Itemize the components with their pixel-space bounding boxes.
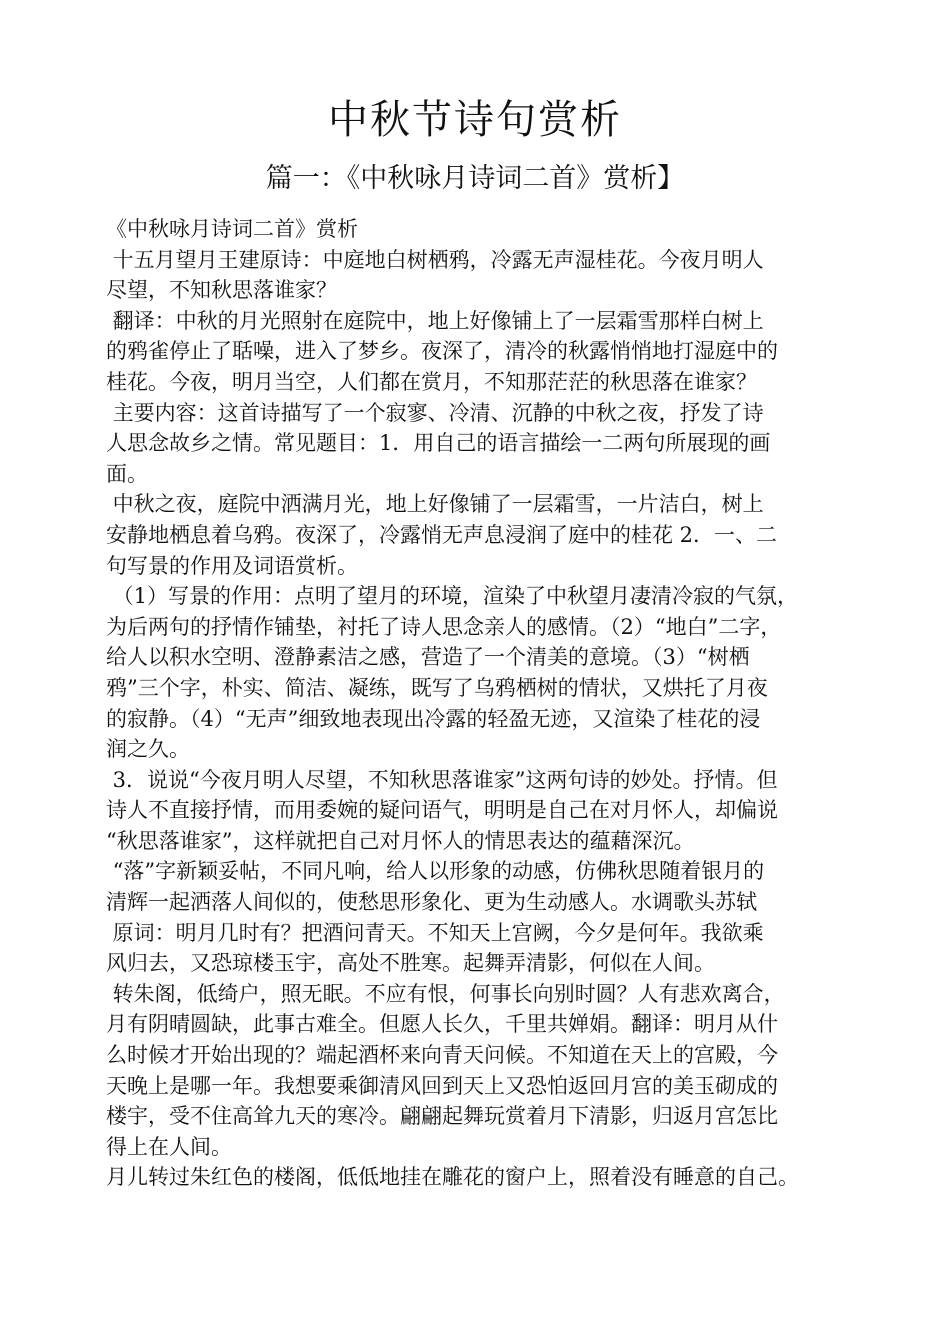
text-line: 《中秋咏月诗词二首》赏析 <box>106 217 358 241</box>
text-line: 的寂静。（4）“无声”细致地表现出冷露的轻盈无迹，又渲染了桂花的浸 <box>106 706 761 731</box>
text-line: 风归去，又恐琼楼玉宇，高处不胜寒。起舞弄清影，何似在人间。 <box>106 951 715 976</box>
text-line: 月有阴晴圆缺，此事古难全。但愿人长久，千里共婵娟。翻译：明月从什 <box>106 1012 778 1037</box>
text-line: 得上在人间。 <box>106 1134 232 1159</box>
text-line: 给人以积水空明、澄静素洁之感，营造了一个清美的意境。（3）“树栖 <box>106 645 750 670</box>
text-line: 中秋之夜，庭院中洒满月光，地上好像铺了一层霜雪，一片洁白，树上 <box>106 492 764 517</box>
text-line: 主要内容：这首诗描写了一个寂寥、冷清、沉静的中秋之夜，抒发了诗 <box>106 400 764 425</box>
text-line: 么时候才开始出现的？端起酒杯来向青天问候。不知道在天上的宫殿，今 <box>106 1043 778 1068</box>
text-line: 的鸦雀停止了聒噪，进入了梦乡。夜深了，清冷的秋露悄悄地打湿庭中的 <box>106 339 778 364</box>
text-line: 楼宇，受不住高耸九天的寒冷。翩翩起舞玩赏着月下清影，归返月宫怎比 <box>106 1104 778 1129</box>
text-line: 安静地栖息着乌鸦。夜深了，冷露悄无声息浸润了庭中的桂花 2．一、二 <box>106 522 778 547</box>
text-line: 人思念故乡之情。常见题目：1．用自己的语言描绘一二两句所展现的画 <box>106 431 771 456</box>
text-line: 尽望，不知秋思落谁家？ <box>106 278 337 303</box>
text-line: 翻译：中秋的月光照射在庭院中，地上好像铺上了一层霜雪那样白树上 <box>106 308 764 333</box>
text-line: 润之久。 <box>106 737 190 762</box>
text-line: 面。 <box>106 461 148 486</box>
text-line: 原词：明月几时有？把酒问青天。不知天上宫阙，今夕是何年。我欲乘 <box>106 920 764 945</box>
text-line: 月儿转过朱红色的楼阁，低低地挂在雕花的窗户上，照着没有睡意的自己。 <box>106 1165 799 1190</box>
text-line: 桂花。今夜，明月当空，人们都在赏月，不知那茫茫的秋思落在谁家？ <box>106 369 757 394</box>
text-line: 为后两句的抒情作铺垫，衬托了诗人思念亲人的感情。（2）“地白”二字， <box>106 614 782 639</box>
text-line: 转朱阁，低绮户，照无眠。不应有恨，何事长向别时圆？人有悲欢离合， <box>106 981 785 1006</box>
text-line: 天晚上是哪一年。我想要乘御清风回到天上又恐怕返回月宫的美玉砌成的 <box>106 1073 778 1098</box>
page-title: 中秋节诗句赏析 <box>328 97 622 143</box>
text-line: 句写景的作用及词语赏析。 <box>106 553 358 578</box>
text-line: 3．说说“今夜月明人尽望，不知秋思落谁家”这两句诗的妙处。抒情。但 <box>106 767 778 792</box>
text-line: “秋思落谁家”，这样就把自己对月怀人的情思表达的蕴藉深沉。 <box>106 828 695 853</box>
text-line: 清辉一起洒落人间似的，使愁思形象化、更为生动感人。水调歌头苏轼 <box>106 890 757 915</box>
text-line: 诗人不直接抒情，而用委婉的疑问语气，明明是自己在对月怀人，却偏说 <box>106 798 778 823</box>
body-text <box>106 214 866 1193</box>
text-line: 十五月望月王建原诗：中庭地白树栖鸦，冷露无声湿桂花。今夜月明人 <box>106 247 764 272</box>
text-line: （1）写景的作用：点明了望月的环境，渲染了中秋望月凄清冷寂的气氛， <box>106 584 799 609</box>
text-line: “落”字新颖妥帖，不同凡响，给人以形象的动感，仿佛秋思随着银月的 <box>106 859 765 884</box>
page-subtitle: 篇一：《中秋咏月诗词二首》赏析】 <box>265 163 685 194</box>
text-line: 鸦”三个字，朴实、简洁、凝练，既写了乌鸦栖树的情状，又烘托了月夜 <box>106 675 768 700</box>
